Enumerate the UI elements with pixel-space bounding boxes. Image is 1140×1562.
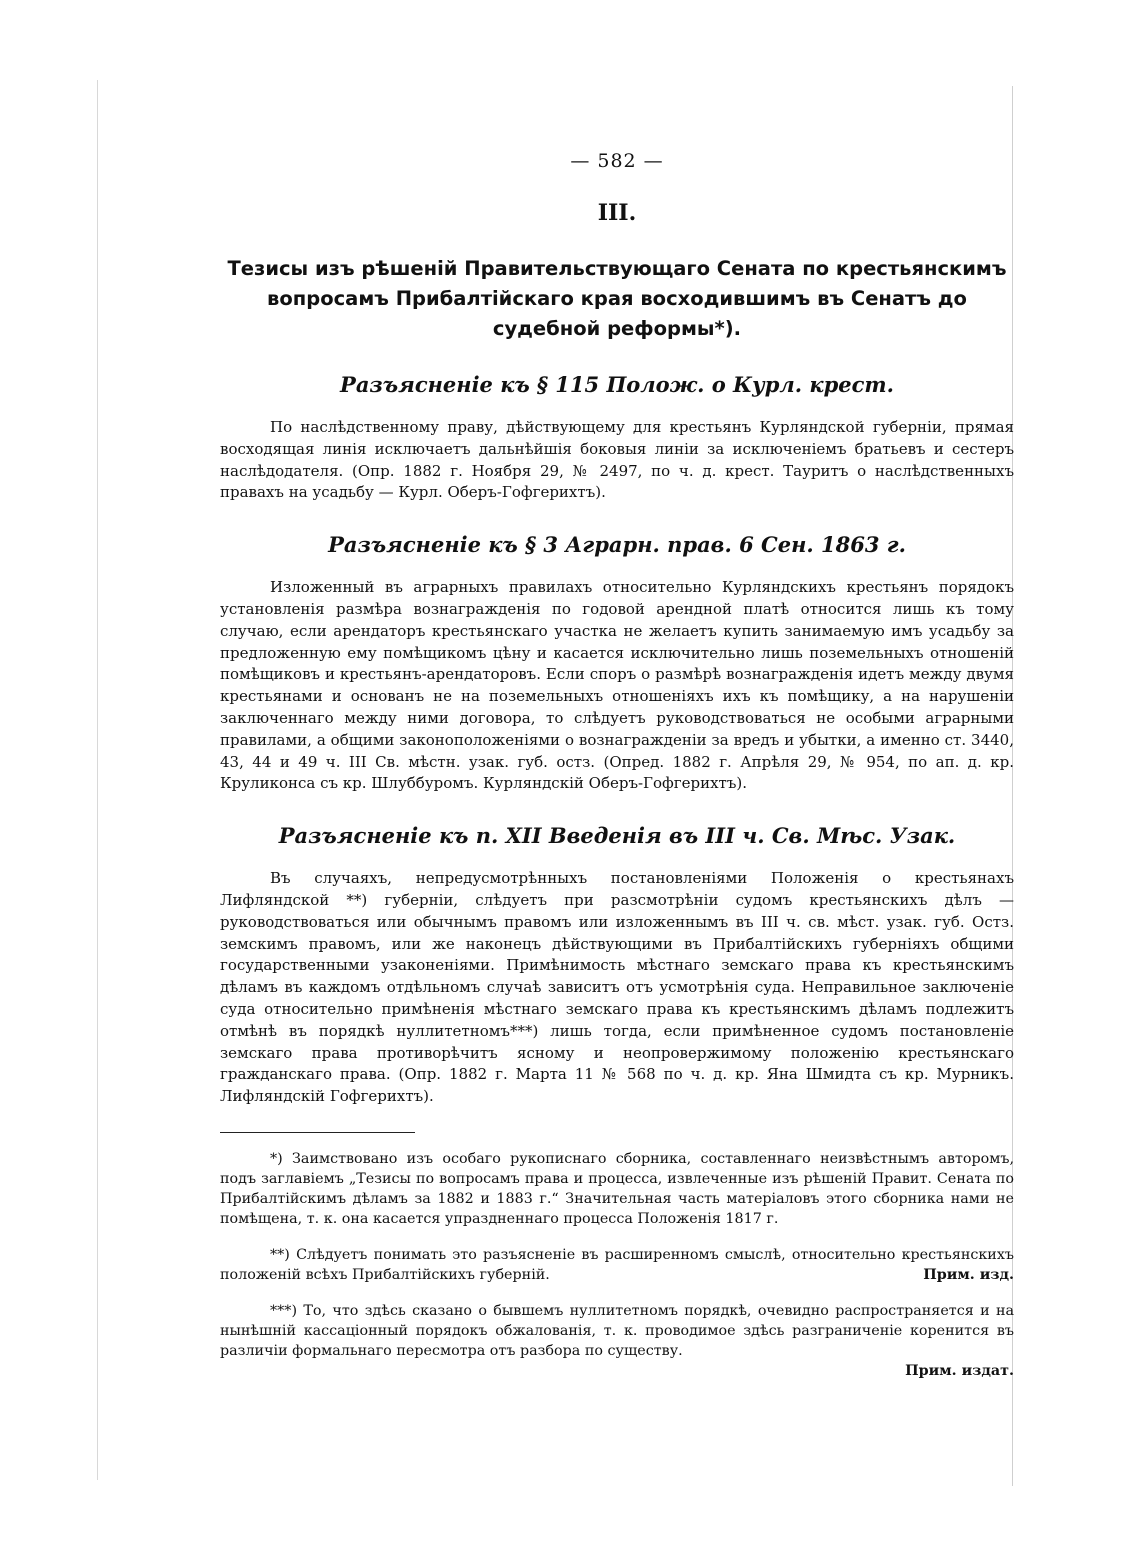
section-text-3: Въ случаяхъ, непредусмотрѣнныхъ постановленіями Положенія о крестьянахъ Лифляндской **) губерніи, слѣдуетъ при разсмотрѣніи судомъ крестьянскихъ дѣлъ — руководствоваться или обычнымъ правомъ или изложеннымъ въ III ч. св. мѣст. узак. губ. Остз. земскимъ правомъ, или же наконецъ дѣйствующими въ Прибалтійскихъ губерніяхъ общими государственными узаконеніями. Примѣнимость мѣстнаго земскаго права къ крестьянскимъ дѣламъ въ каждомъ отдѣльномъ случаѣ зависитъ отъ усмотрѣнія суда. Неправильное заключеніе суда относительно примѣненія мѣстнаго земскаго права къ крестьянскимъ дѣламъ подлежитъ отмѣнѣ въ порядкѣ нуллитетномъ***) лишь тогда, если примѣненное судомъ постановленіе земскаго права противорѣчитъ ясному и неопровержимому положенію крестьянскаго гражданскаго права. (Опр. 1882 г. Марта 11 № 568 по ч. д. кр. Яна Шмидта съ кр. Мурникъ. Лифляндскій Гофгерихтъ).: [220, 869, 1014, 1106]
footnote-2-text: **) Слѣдуетъ понимать это разъясненіе въ расширенномъ смыслѣ, относительно крестьянскихъ положеній всѣхъ Прибалтійскихъ губерній.: [220, 1246, 1014, 1283]
footnote-1: [220, 1149, 1014, 1229]
page-number: — 582 —: [570, 150, 664, 172]
scan-edge-left: [97, 80, 98, 1480]
section-heading-3: Разъясненіе къ п. XII Введенія въ III ч. Св. Мѣс. Узак.: [278, 823, 956, 849]
document-title: Тезисы изъ рѣшеній Правительствующаго Сената по крестьянскимъ вопросамъ Прибалтійскаго края восходившимъ въ Сенатъ до судебной реформы*).: [227, 257, 1007, 340]
footnote-3: [220, 1301, 1014, 1361]
section-heading-2: Разъясненіе къ § 3 Аграрн. прав. 6 Сен. 1863 г.: [328, 532, 906, 558]
footnote-3-note: Прим. издат.: [905, 1362, 1014, 1379]
footnote-2: [220, 1245, 1014, 1285]
section-text-2: Изложенный въ аграрныхъ правилахъ относительно Курляндскихъ крестьянъ порядокъ установленія размѣра вознагражденія по годовой арендной платѣ относится лишь къ тому случаю, если арендаторъ крестьянскаго участка не желаетъ купить занимаемую имъ усадьбу за предложенную ему помѣщикомъ цѣну и касается исключительно лишь поземельныхъ отношеній помѣщиковъ и крестьянъ-арендаторовъ. Если споръ о размѣрѣ вознагражденія идетъ между двумя крестьянами и основанъ не на поземельныхъ отношеніяхъ ихъ къ помѣщику, а на нарушеніи заключеннаго между ними договора, то слѣдуетъ руководствоваться не особыми аграрными правилами, а общими законоположеніями о вознагражденіи за вредъ и убытки, а именно ст. 3440, 43, 44 и 49 ч. III Св. мѣстн. узак. губ. остз. (Опред. 1882 г. Апрѣля 29, № 954, по ап. д. кр. Круликонса съ кр. Шлуббуромъ. Курляндскій Оберъ-Гофгерихтъ).: [220, 578, 1014, 793]
footnote-2-note: Прим. изд.: [923, 1266, 1014, 1283]
section-text-1: По наслѣдственному праву, дѣйствующему для крестьянъ Курляндской губерніи, прямая восходящая линія исключаетъ дальнѣйшія боковыя линіи за исключеніемъ братьевъ и сестеръ наслѣдодателя. (Опр. 1882 г. Ноября 29, № 2497, по ч. д. крест. Тауритъ о наслѣдственныхъ правахъ на усадьбу — Курл. Оберъ-Гофгерихтъ).: [220, 418, 1014, 502]
footnote-divider: [220, 1132, 415, 1133]
section-number: III.: [597, 200, 637, 226]
footnote-3-text: ***) То, что здѣсь сказано о бывшемъ нуллитетномъ порядкѣ, очевидно распространяется и на нынѣшній кассаціонный порядокъ обжалованія, т. к. проводимое здѣсь разграниченіе коренится въ различіи формальнаго пересмотра отъ разбора по существу.: [220, 1302, 1014, 1359]
section-heading-1: Разъясненіе къ § 115 Полож. о Курл. крест.: [340, 372, 894, 397]
footnote-1-text: *) Заимствовано изъ особаго рукописнаго сборника, составленнаго неизвѣстнымъ авторомъ, подъ заглавіемъ „Тезисы по вопросамъ права и процесса, извлеченные изъ рѣшеній Правит. Сената по Прибалтійскимъ дѣламъ за 1882 и 1883 г.“ Значительная часть матеріаловъ этого сборника нами не помѣщена, т. к. она касается упраздненнаго процесса Положенія 1817 г.: [220, 1150, 1014, 1227]
document-page: [220, 150, 1014, 1381]
